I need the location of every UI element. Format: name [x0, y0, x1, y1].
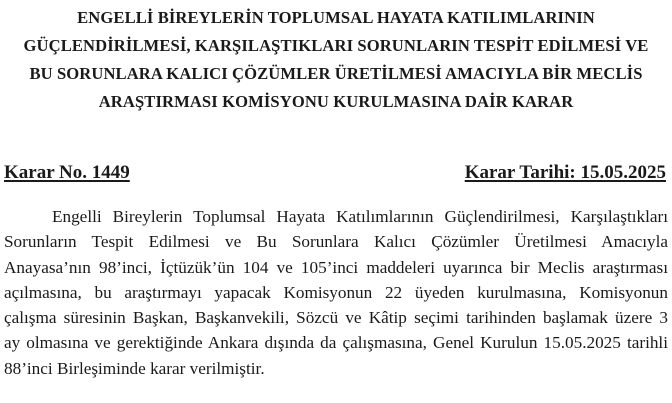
paragraph-line: açılmasına, bu araştırmayı yapacak Komisyonun 22 üyeden kurulmasına, Komisyonun [4, 282, 668, 302]
document-title [0, 4, 672, 116]
paragraph-line: çalışma süresinin Başkan, Başkanvekili, Sözcü ve Kâtip seçimi tarihinden başlamak üzere 3 [4, 308, 668, 328]
decision-meta [4, 160, 666, 186]
paragraph-line: ay olmasına ve gerektiğinde Ankara dışında da çalışmasına, Genel Kurulun 15.05.2025 tarihli [4, 333, 668, 353]
paragraph-line: Engelli Bireylerin Toplumsal Hayata Katılımlarının Güçlendirilmesi, Karşılaştıkları [52, 207, 668, 226]
decision-paragraph [4, 204, 668, 381]
title-line: BU SORUNLARA KALICI ÇÖZÜMLER ÜRETİLMESİ AMACIYLA BİR MECLİS [29, 64, 643, 83]
title-line: GÜÇLENDİRİLMESİ, KARŞILAŞTIKLARI SORUNLARIN TESPİT EDİLMESİ VE [23, 36, 649, 55]
decision-number: Karar No. 1449 [4, 162, 130, 183]
title-line: ARAŞTIRMASI KOMİSYONU KURULMASINA DAİR KARAR [98, 92, 574, 111]
paragraph-line: Sorunların Tespit Edilmesi ve Bu Sorunlara Kalıcı Çözümler Üretilmesi Amacıyla [4, 232, 668, 252]
title-line: ENGELLİ BİREYLERİN TOPLUMSAL HAYATA KATILIMLARININ [77, 8, 595, 27]
paragraph-line: 88’inci Birleşiminde karar verilmiştir. [4, 358, 265, 378]
paragraph-line: Anayasa’nın 98’inci, İçtüzük’ün 104 ve 105’inci maddeleri uyarınca bir Meclis araştırması [4, 257, 668, 277]
decision-date: Karar Tarihi: 15.05.2025 [464, 162, 666, 183]
